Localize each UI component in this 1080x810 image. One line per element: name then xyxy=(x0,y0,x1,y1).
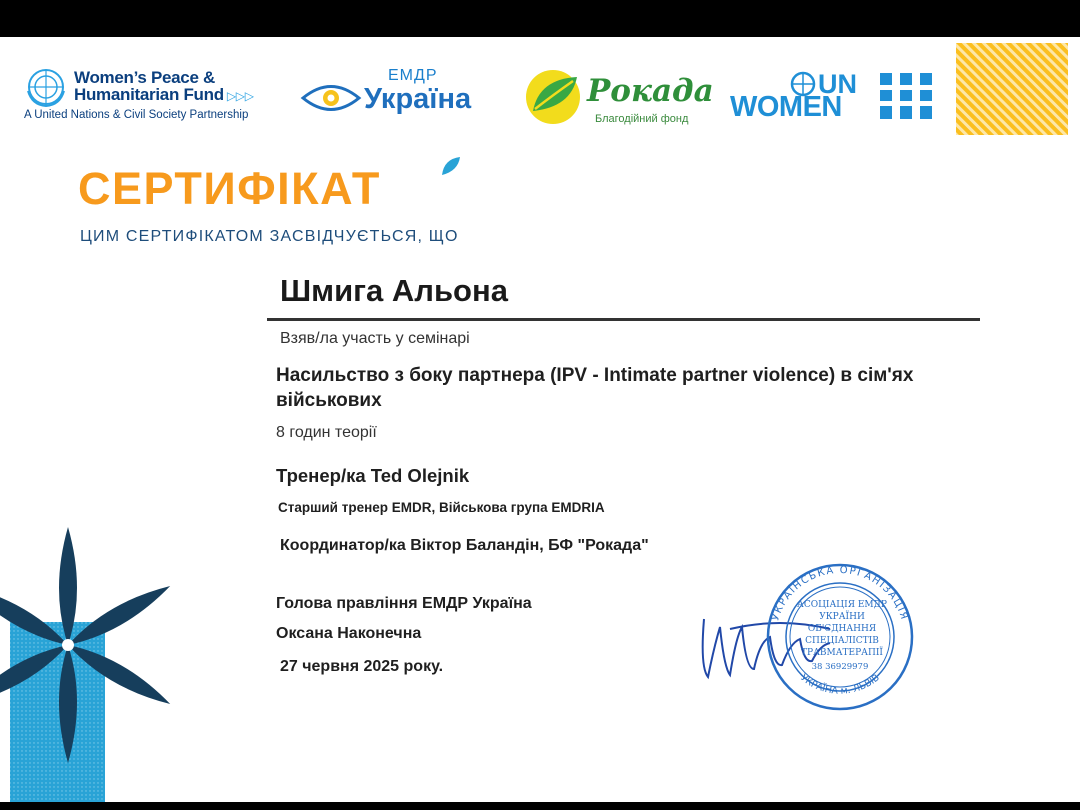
flower-decoration xyxy=(0,517,180,802)
name-underline xyxy=(267,318,980,321)
coordinator-text: Координатор/ка Віктор Баландін, БФ "Рокада" xyxy=(280,537,649,554)
arrows-icon: ▷▷▷ xyxy=(223,89,254,103)
wph-tagline: A United Nations & Civil Society Partnership xyxy=(24,109,249,121)
rokada-logo xyxy=(525,67,715,131)
trainer-name: Тренер/ка Ted Olejnik xyxy=(276,465,470,486)
svg-text:38 36929979: 38 36929979 xyxy=(811,662,869,672)
rokada-leaf-icon xyxy=(525,67,585,127)
certificate-subtitle: ЦИМ СЕРТИФІКАТОМ ЗАСВІДЧУЄТЬСЯ, ЩО xyxy=(80,228,459,245)
wph-name-line1: Women’s Peace & xyxy=(74,68,216,87)
certificate-title: СЕРТИФІКАТ xyxy=(78,163,381,214)
organization-stamp xyxy=(768,565,912,709)
participation-text: Взяв/ла участь у семінарі xyxy=(280,330,470,347)
svg-text:АСОЦІАЦІЯ ЕМДР: АСОЦІАЦІЯ ЕМДР xyxy=(797,600,887,610)
women-text: WOMEN xyxy=(730,91,842,123)
svg-text:ТРАВМАТЕРАПІЇ: ТРАВМАТЕРАПІЇ xyxy=(801,648,883,658)
trainer-role: Старший тренер EMDR, Військова група EMDRIA xyxy=(278,500,605,515)
un-emblem-icon xyxy=(24,67,68,107)
emdr-top-text: ЕМДР xyxy=(388,67,438,84)
certificate-date: 27 червня 2025 року. xyxy=(280,658,444,675)
seminar-title: Насильство з боку партнера (IPV - Intimate partner violence) в сім'ях військових xyxy=(276,365,914,411)
svg-text:УКРАЇНСЬКА ОРГАНІЗАЦІЯ: УКРАЇНСЬКА ОРГАНІЗАЦІЯ xyxy=(770,564,910,623)
signature-and-stamp xyxy=(690,557,930,717)
board-head-name: Оксана Наконечна xyxy=(276,625,422,642)
bottom-black-bar xyxy=(0,802,1080,810)
emdr-ukraine-logo xyxy=(300,67,500,127)
svg-text:ОБ'ЄДНАННЯ: ОБ'ЄДНАННЯ xyxy=(807,624,877,634)
rokada-name: Рокада xyxy=(587,73,714,109)
hours-text: 8 годин теорії xyxy=(276,424,377,441)
eye-icon xyxy=(300,81,362,115)
rokada-subtitle: Благодійний фонд xyxy=(595,113,689,125)
recipient-name: Шмига Альона xyxy=(280,273,508,308)
un-women-logo xyxy=(730,67,940,127)
un-text: UN xyxy=(818,69,857,99)
certificate-sheet xyxy=(0,37,1080,802)
equality-mark-icon xyxy=(878,71,934,121)
yellow-stripes-decoration xyxy=(956,43,1068,135)
wph-name-line2: Humanitarian Fund xyxy=(74,85,224,104)
board-head-role: Голова правління ЕМДР Україна xyxy=(276,595,532,612)
svg-text:СПЕЦІАЛІСТІВ: СПЕЦІАЛІСТІВ xyxy=(805,636,879,646)
svg-text:УКРАЇНИ: УКРАЇНИ xyxy=(819,612,865,622)
emdr-bottom-text: Україна xyxy=(364,83,472,115)
wph-fund-logo xyxy=(24,67,274,127)
svg-text:УКРАЇНА м. ЛЬВІВ: УКРАЇНА м. ЛЬВІВ xyxy=(798,672,882,697)
leaf-accent-icon xyxy=(440,155,462,177)
